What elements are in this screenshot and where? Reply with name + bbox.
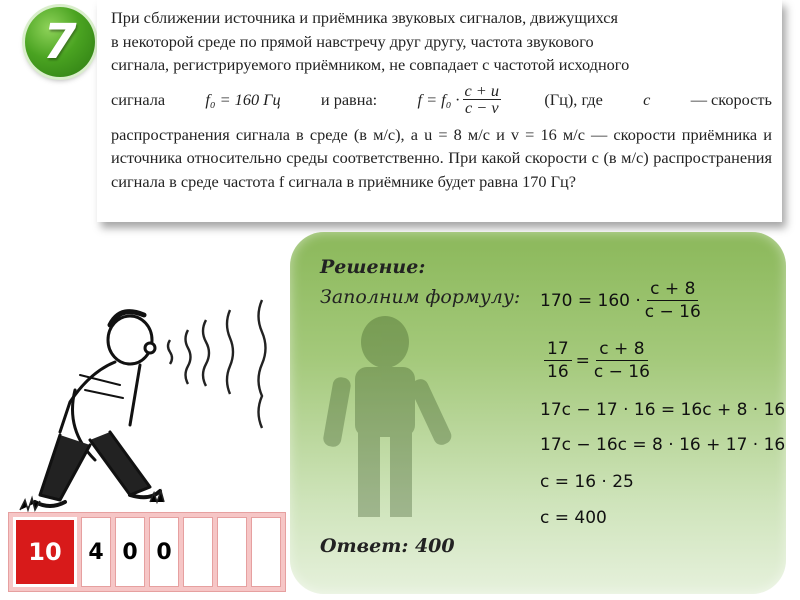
eq2-left-fraction — [544, 338, 572, 383]
solution-equation-1 — [540, 278, 705, 323]
problem-line-2: в некоторой среде по прямой навстречу друг другу, частота звукового — [111, 31, 594, 51]
problem-formula-line — [111, 77, 772, 123]
eq2-right-numerator: c + 8 — [596, 338, 647, 361]
solution-equation-5: c = 16 · 25 — [540, 472, 634, 492]
problem-line-4-c: (Гц), где — [544, 89, 603, 109]
solution-equation-3: 17c − 17 · 16 = 16c + 8 · 16 — [540, 400, 786, 420]
problem-formula-denominator: c − v — [464, 98, 499, 117]
solution-equation-2 — [540, 338, 654, 383]
eq2-right-fraction — [594, 338, 650, 383]
answer-digit-cell[interactable] — [251, 517, 281, 587]
eq1-denominator: c − 16 — [644, 302, 701, 322]
problem-formula — [418, 83, 504, 116]
problem-card — [97, 0, 782, 222]
eq1-fraction — [645, 278, 701, 323]
solution-equation-6: c = 400 — [540, 508, 607, 528]
problem-rest: распространения сигнала в среде (в м/с), а u = 8 м/с и v = 16 м/с — скорости приёмника и источника относительно среды соответственно. При какой скорости c (в м/с) распространения сигнала в среде частота f сигнала в приёмнике будет равна 170 Гц? — [111, 124, 772, 191]
solution-fill-label: Заполним формулу: — [320, 286, 521, 308]
eq2-right-denominator: c − 16 — [593, 362, 650, 382]
answer-digit-cell[interactable] — [217, 517, 247, 587]
solution-title: Решение: — [320, 256, 426, 278]
problem-line-4-b: и равна: — [320, 89, 378, 109]
sound-waves-icon — [168, 300, 303, 428]
answer-task-number: 10 — [13, 517, 77, 587]
listening-boy-silhouette-icon — [310, 312, 460, 542]
problem-var-c: c — [643, 89, 651, 109]
problem-formula-lhs: f = f₀ · — [417, 89, 460, 109]
task-number-badge — [25, 7, 95, 77]
boy-figure-icon — [35, 312, 160, 506]
problem-line-4-d: — скорость — [690, 89, 772, 109]
solution-panel — [290, 232, 786, 594]
problem-formula-fraction — [463, 83, 502, 116]
answer-digit-cell[interactable]: 0 — [149, 517, 179, 587]
answer-digit-cell[interactable] — [183, 517, 213, 587]
problem-line-1: При сближении источника и приёмника звуковых сигналов, движущихся — [111, 8, 618, 27]
solution-equation-4: 17c − 16c = 8 · 16 + 17 · 16 — [540, 435, 786, 455]
problem-line-4-a: сигнала — [111, 89, 166, 109]
eq2-left-denominator: 16 — [547, 362, 569, 382]
problem-f0: f₀ = 160 Гц — [205, 89, 281, 109]
answer-digit-cell[interactable]: 4 — [81, 517, 111, 587]
eq1-lhs: 170 = 160 · — [540, 290, 641, 311]
eq2-left-numerator: 17 — [544, 338, 572, 361]
eq1-numerator: c + 8 — [647, 278, 698, 301]
solution-answer: Ответ: 400 — [320, 535, 455, 557]
eq2-equals: = — [575, 350, 590, 371]
problem-line-3: сигнала, регистрируемого приёмником, не совпадает с частотой исходного — [111, 55, 630, 74]
answer-digit-cell[interactable]: 0 — [115, 517, 145, 587]
boy-shouting-illustration — [0, 240, 330, 540]
problem-formula-numerator: c + u — [464, 81, 500, 100]
task-number: 7 — [43, 14, 77, 70]
answer-grid — [8, 512, 286, 592]
